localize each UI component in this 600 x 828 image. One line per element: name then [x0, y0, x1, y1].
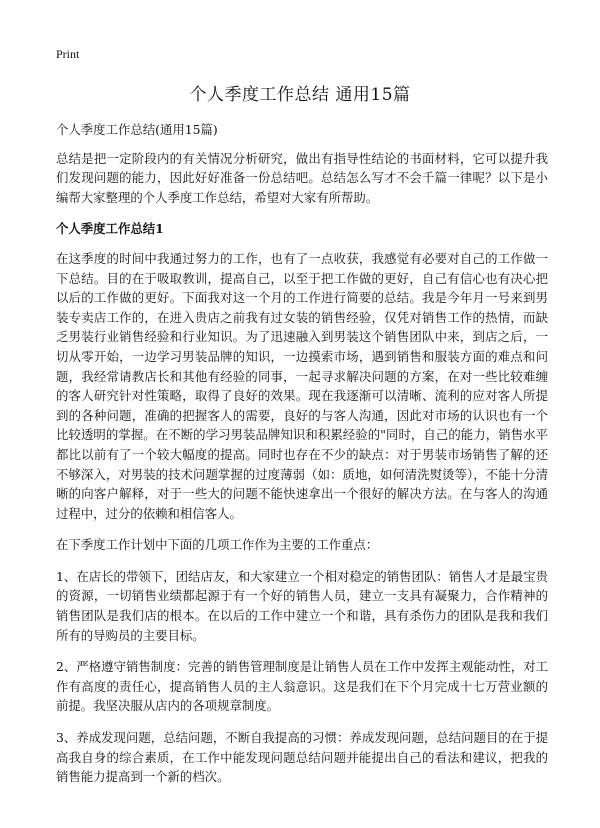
- body-paragraph-2: 在下季度工作计划中下面的几项工作作为主要的工作重点：: [56, 537, 379, 553]
- print-label: Print: [56, 47, 80, 61]
- body-paragraph-1: 在这季度的时间中我通过努力的工作，也有了一点收获，我感觉有必要对自己的工作做一下总结。目的在于吸取教训，提高自己，以至于把工作做的更好，自己有信心也有决心把以后的工作做的更好。下面我对这一个月的工作进行简要的总结。我是今年月一号来到男装专卖店工作的，在进入贵店之前我有过女装的销售经验，仅凭对销售工作的热情，而缺乏男装行业销售经验和行业知识。为了迅速融入到男装这个销售团队中来，到店之后，一切从零开始，一边学习男装品牌的知识，一边摸索市场，遇到销售和服装方面的难点和问题，我经常请教店长和其他有经验的同事，一起寻求解决问题的方案，在对一些比较难缠的客人研究针对性策略，取得了良好的效果。现在我逐渐可以清晰、流利的应对客人所提到的各种问题，准确的把握客人的需要，良好的与客人沟通，因此对市场的认识也有一个比较透明的掌握。在不断的学习男装品牌知识和积累经验的"同时，自己的能力，销售水平都比以前有了一个较大幅度的提高。同时也存在不少的缺点：对于男装市场销售了解的还不够深入，对男装的技术问题掌握的过度薄弱（如：质地，如何清洗熨烫等），不能十分清晰的向客户解释，对于一些大的问题不能快速拿出一个很好的解决方法。在与客人的沟通过程中，过分的依赖和相信客人。: [56, 250, 548, 521]
- plan-item-1: 1、在店长的带领下，团结店友，和大家建立一个相对稳定的销售团队：销售人才是最宝贵的资源，一切销售业绩都起源于有一个好的销售人员，建立一支具有凝聚力，合作精神的销售团队是我们店的根本。在以后的工作中建立一个和谐，具有杀伤力的团队是我和我们所有的导购员的主要目标。: [56, 568, 548, 643]
- plan-item-2: 2、严格遵守销售制度：完善的销售管理制度是让销售人员在工作中发挥主观能动性，对工作有高度的责任心，提高销售人员的主人翁意识。这是我们在下个月完成十七万营业额的前提。我坚决服从店内的各项规章制度。: [56, 659, 548, 714]
- plan-item-3: 3、养成发现问题，总结问题，不断自我提高的习惯：养成发现问题，总结问题目的在于提高我自身的综合素质，在工作中能发现问题总结问题并能提出自己的看法和建议，把我的销售能力提高到一个新的档次。: [56, 730, 548, 785]
- section-heading: 个人季度工作总结1: [56, 221, 164, 237]
- document-subtitle: 个人季度工作总结(通用15篇): [56, 122, 218, 137]
- document-body: [56, 120, 548, 799]
- intro-paragraph: 总结是把一定阶段内的有关情况分析研究，做出有指导性结论的书面材料，它可以提升我们发现问题的能力，因此好好准备一份总结吧。总结怎么写才不会千篇一律呢？以下是小编帮大家整理的个人季度工作总结，希望对大家有所帮助。: [56, 150, 548, 205]
- page-title: 个人季度工作总结 通用15篇: [189, 85, 411, 105]
